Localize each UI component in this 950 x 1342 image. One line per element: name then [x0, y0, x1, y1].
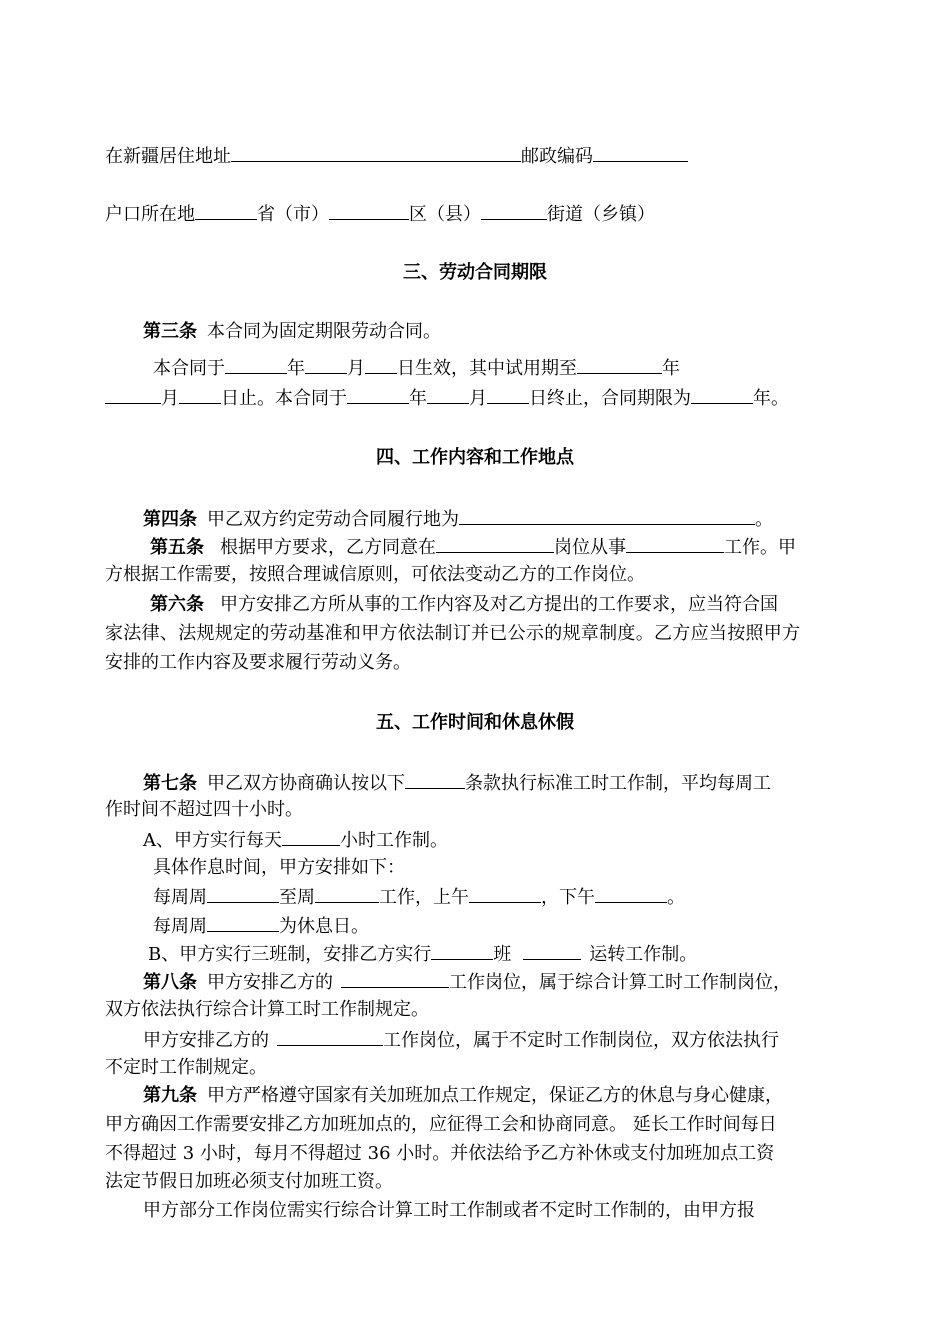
end-day-blank[interactable] [487, 385, 529, 404]
hukou-line [105, 201, 655, 227]
rest-day-blank[interactable] [207, 913, 279, 932]
address-label: 在新疆居住地址 [105, 146, 231, 167]
article-3-line-1 [143, 320, 441, 344]
article-3-text: 本合同为固定期限劳动合同。 [207, 321, 441, 342]
street-blank[interactable] [481, 201, 547, 220]
morning-hours-blank[interactable] [469, 884, 541, 903]
section-3-title: 三、劳动合同期限 [403, 262, 547, 283]
end-year-blank[interactable] [347, 385, 409, 404]
address-line [105, 143, 688, 169]
art3-l3a: 月 [161, 388, 179, 409]
art3-l2a: 本合同于 [153, 358, 225, 379]
art9-l1: 甲方严格遵守国家有关加班加点工作规定，保证乙方的休息与身心健康， [207, 1085, 783, 1106]
postcode-label: 邮政编码 [521, 146, 593, 167]
art3-l2d: 日生效，其中试用期至 [397, 358, 577, 379]
art3-l3f: 年。 [753, 388, 789, 409]
art7-A-b: 小时工作制。 [340, 830, 448, 851]
article-3-line-3 [105, 385, 789, 411]
article-5-head: 第五条 [150, 537, 204, 558]
work-location-blank[interactable] [459, 506, 755, 525]
article-3-head: 第三条 [143, 321, 197, 342]
art7-w-d: ，下午 [541, 887, 595, 908]
article-8-para-2-line-2: 不定时工作制规定。 [105, 1057, 267, 1078]
art3-l3b: 日止。本合同于 [221, 388, 347, 409]
province-label: 省（市） [257, 204, 329, 225]
art8-p2-b: 工作岗位，属于不定时工作制岗位，双方依法执行 [383, 1030, 779, 1051]
art8-b: 工作岗位，属于综合计算工时工作制岗位， [449, 972, 791, 993]
article-6-line-3: 安排的工作内容及要求履行劳动义务。 [105, 652, 411, 673]
art5-b: 岗位从事 [554, 537, 626, 558]
article-7-line-2: 作时间不超过四十小时。 [105, 799, 303, 820]
article-4-line [143, 506, 773, 532]
art3-l3c: 年 [409, 388, 427, 409]
article-9-line-3: 不得超过 3 小时，每月不得超过 36 小时。并依法给予乙方补休或支付加班加点工资 [105, 1143, 775, 1164]
section-4-title: 四、工作内容和工作地点 [376, 447, 574, 468]
art7-B-c: 运转工作制。 [589, 944, 698, 965]
art7-w-c: 工作，上午 [379, 887, 469, 908]
article-4-head: 第四条 [143, 509, 197, 530]
comprehensive-post-blank[interactable] [341, 969, 449, 988]
art5-a: 根据甲方要求，乙方同意在 [220, 537, 436, 558]
article-7-workdays [153, 884, 685, 910]
workday-end-blank[interactable] [315, 884, 379, 903]
section-5-title: 五、工作时间和休息休假 [376, 712, 574, 733]
art5-c: 工作。甲 [724, 537, 796, 558]
article-4-text: 甲乙双方约定劳动合同履行地为 [207, 509, 459, 530]
art7-r-a: 每周周 [153, 916, 207, 937]
art7-w-b: 至周 [279, 887, 315, 908]
article-6-head: 第六条 [150, 594, 204, 615]
art7-b: 条款执行标准工时工作制，平均每周工 [465, 773, 771, 794]
article-7-option-b [148, 941, 697, 967]
article-4-end: 。 [755, 509, 773, 530]
article-7-schedule-intro: 具体作息时间，甲方安排如下： [153, 857, 405, 878]
art7-w-e: 。 [667, 887, 685, 908]
art8-a: 甲方安排乙方的 [207, 972, 333, 993]
article-9-line-2: 甲方确因工作需要安排乙方加班加点的，应征得工会和协商同意。 延长工作时间每日 [105, 1114, 777, 1135]
article-8-para-2 [143, 1027, 779, 1053]
art3-l2c: 月 [347, 358, 365, 379]
afternoon-hours-blank[interactable] [595, 884, 667, 903]
district-blank[interactable] [329, 201, 409, 220]
clause-blank[interactable] [405, 770, 465, 789]
article-9-line-1 [143, 1084, 783, 1108]
art7-B-a: B、甲方实行三班制，安排乙方实行 [148, 944, 432, 965]
postcode-blank[interactable] [593, 143, 688, 162]
art7-a: 甲乙双方协商确认按以下 [207, 773, 405, 794]
article-8-head: 第八条 [143, 972, 197, 993]
article-8-line-2: 双方依法执行综合计算工时工作制规定。 [105, 999, 429, 1020]
article-5-line-1 [150, 534, 796, 560]
workday-start-blank[interactable] [207, 884, 279, 903]
article-8-line-1 [143, 969, 791, 995]
art7-B-b: 班 [493, 944, 512, 965]
district-label: 区（县） [409, 204, 481, 225]
article-9-line-4: 法定节假日加班必须支付加班工资。 [105, 1171, 393, 1192]
article-6-line-1 [150, 593, 778, 617]
probation-month-blank[interactable] [105, 385, 161, 404]
art3-l2e: 年 [662, 358, 680, 379]
end-month-blank[interactable] [427, 385, 469, 404]
article-6-line-2: 家法律、法规规定的劳动基准和甲方依法制订并已公示的规章制度。乙方应当按照甲方 [105, 623, 801, 644]
art6-l1: 甲方安排乙方所从事的工作内容及对乙方提出的工作要求，应当符合国 [220, 594, 778, 615]
art8-p2-a: 甲方安排乙方的 [143, 1030, 269, 1051]
art7-A-a: A、甲方实行每天 [143, 830, 282, 851]
article-3-line-2 [153, 355, 680, 381]
article-7-option-a [143, 827, 448, 853]
shifts-blank[interactable] [431, 941, 493, 960]
article-7-line-1 [143, 770, 771, 796]
art7-r-b: 为休息日。 [279, 916, 369, 937]
hours-per-day-blank[interactable] [282, 827, 340, 846]
probation-day-blank[interactable] [179, 385, 221, 404]
address-blank[interactable] [231, 143, 521, 162]
article-9-para-2: 甲方部分工作岗位需实行综合计算工时工作制或者不定时工作制的，由甲方报 [143, 1200, 755, 1221]
hukou-label: 户口所在地 [105, 204, 195, 225]
start-month-blank[interactable] [305, 355, 347, 374]
article-7-restdays [153, 913, 369, 939]
art3-l3e: 日终止，合同期限为 [529, 388, 691, 409]
probation-year-blank[interactable] [577, 355, 662, 374]
article-5-line-2: 方根据工作需要，按照合理诚信原则，可依法变动乙方的工作岗位。 [105, 564, 645, 585]
street-label: 街道（乡镇） [547, 204, 655, 225]
article-7-head: 第七条 [143, 773, 197, 794]
art3-l2b: 年 [287, 358, 305, 379]
flexible-post-blank[interactable] [277, 1027, 383, 1046]
start-year-blank[interactable] [225, 355, 287, 374]
job-blank[interactable] [626, 534, 724, 553]
province-blank[interactable] [195, 201, 257, 220]
start-day-blank[interactable] [365, 355, 397, 374]
art7-w-a: 每周周 [153, 887, 207, 908]
department-blank[interactable] [436, 534, 554, 553]
rotation-blank[interactable] [523, 941, 581, 960]
article-9-head: 第九条 [143, 1085, 197, 1106]
term-years-blank[interactable] [691, 385, 753, 404]
art3-l3d: 月 [469, 388, 487, 409]
